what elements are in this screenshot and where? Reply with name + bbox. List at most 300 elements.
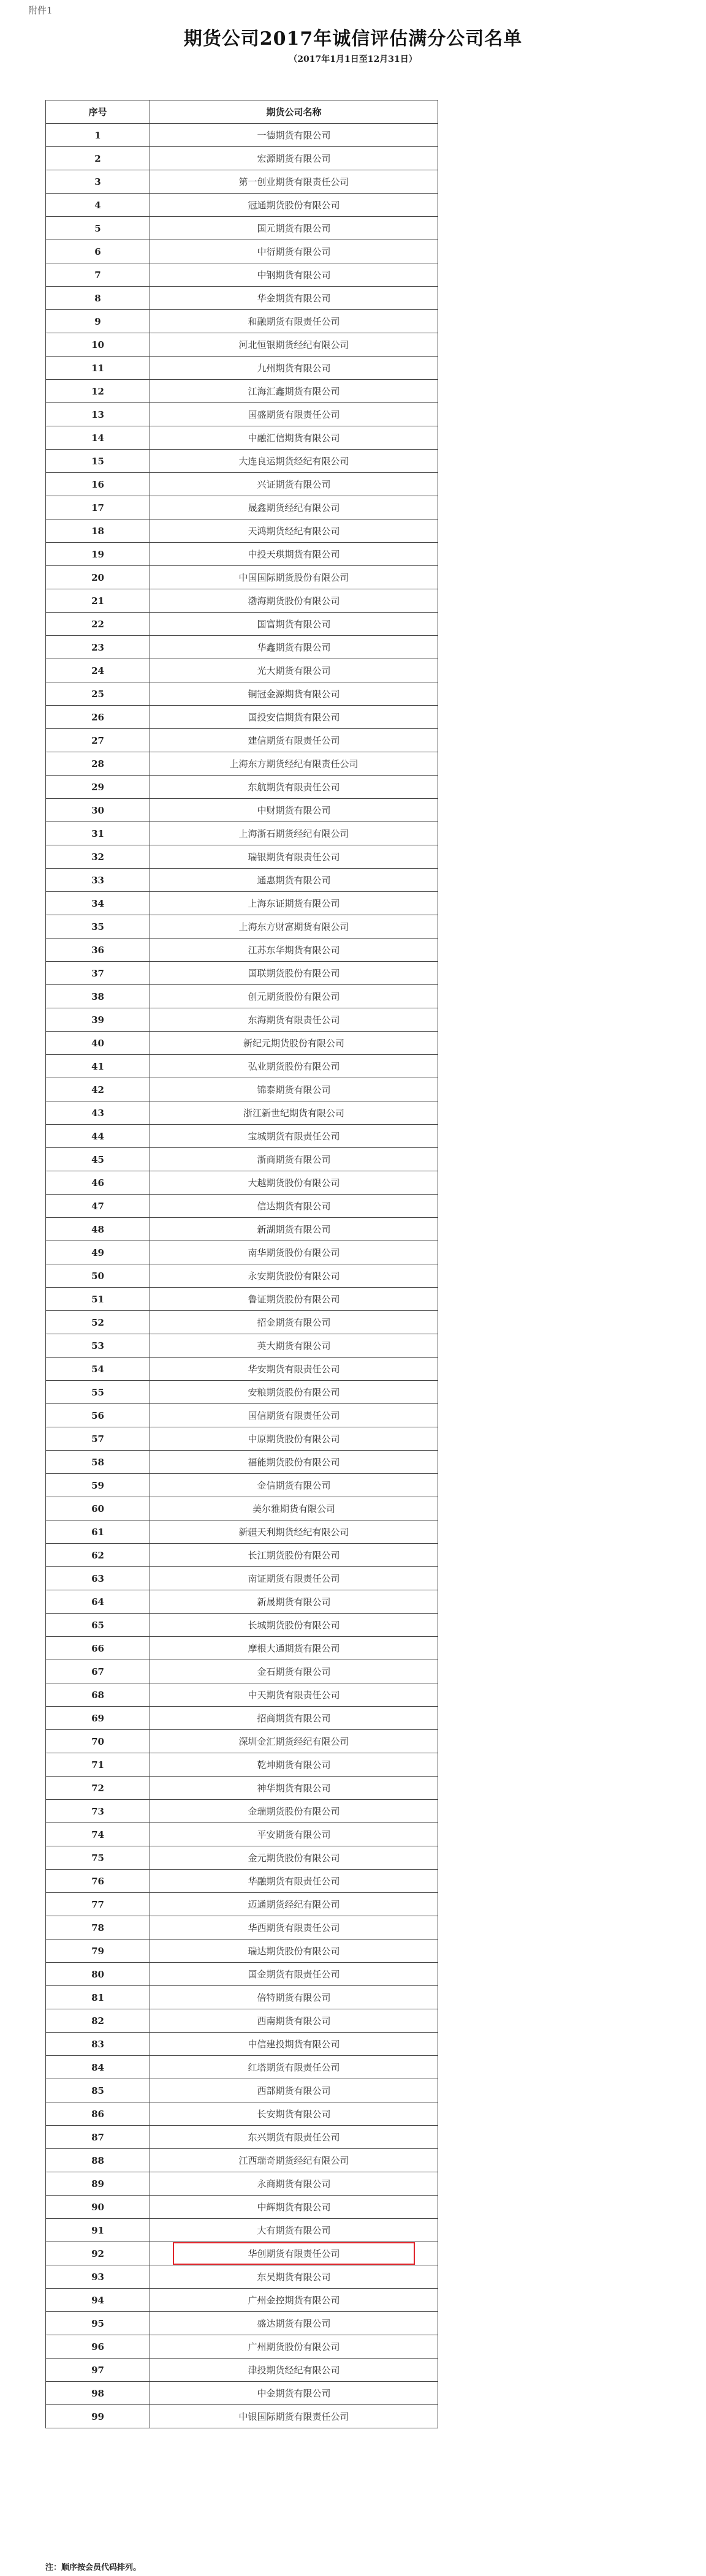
table-row xyxy=(46,2312,438,2335)
table-row xyxy=(46,2172,438,2196)
table-row xyxy=(46,2196,438,2219)
header-company-name: 期货公司名称 xyxy=(150,100,438,124)
table-row xyxy=(46,310,438,333)
row-company-name-cell xyxy=(150,1707,438,1730)
row-number: 50 xyxy=(46,1264,150,1288)
table-row xyxy=(46,1893,438,1916)
row-company-name-cell xyxy=(150,194,438,217)
row-number: 63 xyxy=(46,1567,150,1590)
row-number: 57 xyxy=(46,1427,150,1451)
company-name: 金信期货有限公司 xyxy=(257,1480,331,1491)
company-name: 中钢期货有限公司 xyxy=(257,270,331,281)
row-company-name-cell xyxy=(150,357,438,380)
row-company-name-cell xyxy=(150,1823,438,1846)
row-number: 31 xyxy=(46,822,150,845)
company-name: 华融期货有限责任公司 xyxy=(248,1876,340,1887)
company-name: 长城期货股份有限公司 xyxy=(248,1620,340,1631)
company-name: 锦泰期货有限公司 xyxy=(257,1084,331,1095)
table-header-row xyxy=(46,100,438,124)
company-name: 国富期货有限公司 xyxy=(257,619,331,630)
company-name: 大有期货有限公司 xyxy=(257,2225,331,2236)
table-row xyxy=(46,1451,438,1474)
row-number: 3 xyxy=(46,170,150,194)
company-name: 国盛期货有限责任公司 xyxy=(248,409,340,420)
row-number: 18 xyxy=(46,519,150,543)
company-name: 光大期货有限公司 xyxy=(257,665,331,676)
table-row xyxy=(46,1637,438,1660)
row-number: 23 xyxy=(46,636,150,659)
row-company-name-cell xyxy=(150,1940,438,1963)
row-number: 67 xyxy=(46,1660,150,1683)
row-company-name-cell xyxy=(150,1218,438,1241)
table-row xyxy=(46,1241,438,1264)
table-row xyxy=(46,1171,438,1195)
table-row xyxy=(46,473,438,496)
row-number: 2 xyxy=(46,147,150,170)
row-number: 72 xyxy=(46,1777,150,1800)
company-name: 中原期货股份有限公司 xyxy=(248,1433,340,1445)
row-company-name-cell xyxy=(150,1870,438,1893)
company-name: 福能期货股份有限公司 xyxy=(248,1457,340,1468)
company-name: 和融期货有限责任公司 xyxy=(248,316,340,327)
table-row xyxy=(46,357,438,380)
company-name: 晟鑫期货经纪有限公司 xyxy=(248,502,340,513)
company-name: 倍特期货有限公司 xyxy=(257,1992,331,2003)
row-number: 47 xyxy=(46,1195,150,1218)
row-company-name-cell xyxy=(150,1730,438,1753)
table-row xyxy=(46,1870,438,1893)
company-name: 摩根大通期货有限公司 xyxy=(248,1643,340,1654)
row-number: 85 xyxy=(46,2079,150,2102)
table-row xyxy=(46,1358,438,1381)
company-name: 江苏东华期货有限公司 xyxy=(248,945,340,956)
table-row xyxy=(46,706,438,729)
row-number: 91 xyxy=(46,2219,150,2242)
row-number: 55 xyxy=(46,1381,150,1404)
row-company-name-cell xyxy=(150,659,438,682)
table-row xyxy=(46,333,438,357)
row-company-name-cell xyxy=(150,1148,438,1171)
table-row xyxy=(46,2102,438,2126)
row-company-name-cell xyxy=(150,2172,438,2196)
row-company-name-cell xyxy=(150,1800,438,1823)
row-company-name-cell xyxy=(150,1264,438,1288)
row-number: 26 xyxy=(46,706,150,729)
row-number: 68 xyxy=(46,1683,150,1707)
company-name: 铜冠金源期货有限公司 xyxy=(248,689,340,700)
table-row xyxy=(46,1823,438,1846)
table-row xyxy=(46,450,438,473)
table-row xyxy=(46,1497,438,1520)
row-company-name-cell xyxy=(150,1916,438,1940)
row-number: 48 xyxy=(46,1218,150,1241)
company-name: 美尔雅期货有限公司 xyxy=(252,1503,335,1514)
header-number: 序号 xyxy=(46,100,150,124)
table-row xyxy=(46,1334,438,1358)
company-name: 南华期货股份有限公司 xyxy=(248,1247,340,1258)
row-company-name-cell xyxy=(150,1055,438,1078)
row-company-name-cell xyxy=(150,1311,438,1334)
table-row xyxy=(46,636,438,659)
row-number: 9 xyxy=(46,310,150,333)
row-company-name-cell xyxy=(150,1777,438,1800)
company-name: 江西瑞奇期货经纪有限公司 xyxy=(238,2155,349,2166)
row-number: 59 xyxy=(46,1474,150,1497)
row-company-name-cell xyxy=(150,1660,438,1683)
company-name: 新晟期货有限公司 xyxy=(257,1596,331,1607)
table-row xyxy=(46,1986,438,2009)
table-row xyxy=(46,613,438,636)
table-row xyxy=(46,939,438,962)
row-company-name-cell xyxy=(150,1963,438,1986)
company-name: 中辉期货有限公司 xyxy=(257,2202,331,2213)
row-company-name-cell xyxy=(150,1986,438,2009)
row-company-name-cell xyxy=(150,636,438,659)
company-name: 迈通期货经纪有限公司 xyxy=(248,1899,340,1910)
row-number: 56 xyxy=(46,1404,150,1427)
company-name: 深圳金汇期货经纪有限公司 xyxy=(238,1736,349,1747)
company-name: 建信期货有限责任公司 xyxy=(248,735,340,746)
company-name: 九州期货有限公司 xyxy=(257,363,331,374)
row-number: 86 xyxy=(46,2102,150,2126)
row-number: 82 xyxy=(46,2009,150,2033)
table-row xyxy=(46,263,438,287)
company-name: 一德期货有限公司 xyxy=(257,130,331,141)
row-number: 42 xyxy=(46,1078,150,1101)
footnote: 注：顺序按会员代码排列。 xyxy=(45,2563,142,2572)
table-row xyxy=(46,1544,438,1567)
table-row xyxy=(46,287,438,310)
row-number: 70 xyxy=(46,1730,150,1753)
table-row xyxy=(46,1264,438,1288)
company-name: 华鑫期货有限公司 xyxy=(257,642,331,653)
company-name: 乾坤期货有限公司 xyxy=(257,1759,331,1770)
row-number: 97 xyxy=(46,2359,150,2382)
table-row xyxy=(46,752,438,776)
table-row xyxy=(46,2265,438,2289)
company-name: 渤海期货股份有限公司 xyxy=(248,595,340,606)
company-name: 中金期货有限公司 xyxy=(257,2388,331,2399)
row-number: 61 xyxy=(46,1520,150,1544)
company-name: 中国国际期货股份有限公司 xyxy=(238,572,349,583)
table-row xyxy=(46,869,438,892)
row-number: 79 xyxy=(46,1940,150,1963)
page-title: 期货公司2017年诚信评估满分公司名单 xyxy=(183,28,523,50)
row-company-name-cell xyxy=(150,752,438,776)
row-company-name-cell xyxy=(150,1427,438,1451)
row-company-name-cell xyxy=(150,1125,438,1148)
row-number: 76 xyxy=(46,1870,150,1893)
table-row xyxy=(46,892,438,915)
company-name: 长江期货股份有限公司 xyxy=(248,1550,340,1561)
row-number: 19 xyxy=(46,543,150,566)
table-row xyxy=(46,1311,438,1334)
company-name: 天鸿期货经纪有限公司 xyxy=(248,526,340,537)
table-row xyxy=(46,985,438,1008)
row-company-name-cell xyxy=(150,1614,438,1637)
row-company-name-cell xyxy=(150,1195,438,1218)
row-number: 1 xyxy=(46,124,150,147)
table-row xyxy=(46,566,438,589)
company-name: 中信建投期货有限公司 xyxy=(248,2039,340,2050)
row-company-name-cell xyxy=(150,217,438,240)
row-company-name-cell xyxy=(150,2242,438,2265)
table-row xyxy=(46,1078,438,1101)
table-row xyxy=(46,589,438,613)
row-number: 38 xyxy=(46,985,150,1008)
row-company-name-cell xyxy=(150,473,438,496)
table-row xyxy=(46,1846,438,1870)
row-number: 66 xyxy=(46,1637,150,1660)
table-row xyxy=(46,1125,438,1148)
row-company-name-cell xyxy=(150,496,438,519)
company-name: 上海东方期货经纪有限责任公司 xyxy=(229,758,359,769)
company-name: 中天期货有限责任公司 xyxy=(248,1690,340,1701)
table-row xyxy=(46,1055,438,1078)
row-company-name-cell xyxy=(150,1101,438,1125)
row-company-name-cell xyxy=(150,939,438,962)
table-row xyxy=(46,2382,438,2405)
table-row xyxy=(46,1218,438,1241)
table-row xyxy=(46,170,438,194)
row-number: 24 xyxy=(46,659,150,682)
row-number: 35 xyxy=(46,915,150,939)
table-row xyxy=(46,1753,438,1777)
company-name: 大越期货股份有限公司 xyxy=(248,1177,340,1188)
company-name: 国元期货有限公司 xyxy=(257,223,331,234)
table-row xyxy=(46,519,438,543)
table-row xyxy=(46,1963,438,1986)
company-name: 华安期货有限责任公司 xyxy=(248,1364,340,1375)
row-number: 17 xyxy=(46,496,150,519)
row-number: 96 xyxy=(46,2335,150,2359)
row-company-name-cell xyxy=(150,2359,438,2382)
company-name: 东兴期货有限责任公司 xyxy=(248,2132,340,2143)
table-row xyxy=(46,1195,438,1218)
row-number: 41 xyxy=(46,1055,150,1078)
row-number: 45 xyxy=(46,1148,150,1171)
company-name: 通惠期货有限公司 xyxy=(257,875,331,886)
row-number: 51 xyxy=(46,1288,150,1311)
row-company-name-cell xyxy=(150,776,438,799)
row-company-name-cell xyxy=(150,1753,438,1777)
row-number: 89 xyxy=(46,2172,150,2196)
table-row xyxy=(46,2126,438,2149)
row-company-name-cell xyxy=(150,2382,438,2405)
row-number: 58 xyxy=(46,1451,150,1474)
company-name: 英大期货有限公司 xyxy=(257,1340,331,1351)
row-company-name-cell xyxy=(150,1078,438,1101)
row-company-name-cell xyxy=(150,2102,438,2126)
row-number: 20 xyxy=(46,566,150,589)
table-row xyxy=(46,1590,438,1614)
row-company-name-cell xyxy=(150,682,438,706)
table-row xyxy=(46,1707,438,1730)
page-subtitle: （2017年1月1日至12月31日） xyxy=(289,55,417,64)
row-number: 90 xyxy=(46,2196,150,2219)
row-company-name-cell xyxy=(150,147,438,170)
company-name: 鲁证期货股份有限公司 xyxy=(248,1294,340,1305)
row-company-name-cell xyxy=(150,869,438,892)
company-name: 华西期货有限责任公司 xyxy=(248,1922,340,1933)
row-company-name-cell xyxy=(150,1171,438,1195)
row-company-name-cell xyxy=(150,519,438,543)
row-company-name-cell xyxy=(150,380,438,403)
row-company-name-cell xyxy=(150,124,438,147)
company-name: 西部期货有限公司 xyxy=(257,2085,331,2096)
table-row xyxy=(46,1940,438,1963)
table-row xyxy=(46,147,438,170)
row-number: 54 xyxy=(46,1358,150,1381)
company-name: 信达期货有限公司 xyxy=(257,1201,331,1212)
row-number: 98 xyxy=(46,2382,150,2405)
row-number: 4 xyxy=(46,194,150,217)
company-name: 广州金控期货有限公司 xyxy=(248,2295,340,2306)
row-number: 92 xyxy=(46,2242,150,2265)
company-name: 金元期货股份有限公司 xyxy=(248,1853,340,1864)
company-name: 国信期货有限责任公司 xyxy=(248,1410,340,1421)
row-number: 34 xyxy=(46,892,150,915)
row-number: 80 xyxy=(46,1963,150,1986)
row-company-name-cell xyxy=(150,2219,438,2242)
row-company-name-cell xyxy=(150,1520,438,1544)
table-row xyxy=(46,1288,438,1311)
row-number: 25 xyxy=(46,682,150,706)
row-company-name-cell xyxy=(150,1404,438,1427)
company-name: 宝城期货有限责任公司 xyxy=(248,1131,340,1142)
row-company-name-cell xyxy=(150,287,438,310)
table-row xyxy=(46,962,438,985)
company-name: 上海浙石期货经纪有限公司 xyxy=(238,828,349,839)
row-company-name-cell xyxy=(150,1334,438,1358)
row-company-name-cell xyxy=(150,240,438,263)
row-company-name-cell xyxy=(150,892,438,915)
row-company-name-cell xyxy=(150,2289,438,2312)
company-name: 华金期货有限公司 xyxy=(257,293,331,304)
row-number: 81 xyxy=(46,1986,150,2009)
row-company-name-cell xyxy=(150,1008,438,1032)
table-row xyxy=(46,915,438,939)
company-name: 津投期货经纪有限公司 xyxy=(248,2365,340,2376)
row-company-name-cell xyxy=(150,2405,438,2428)
company-name: 永安期货股份有限公司 xyxy=(248,1271,340,1282)
row-number: 30 xyxy=(46,799,150,822)
company-name: 中财期货有限公司 xyxy=(257,805,331,816)
table-row xyxy=(46,240,438,263)
row-company-name-cell xyxy=(150,1358,438,1381)
company-name: 国投安信期货有限公司 xyxy=(248,712,340,723)
row-company-name-cell xyxy=(150,1032,438,1055)
table-row xyxy=(46,2359,438,2382)
row-company-name-cell xyxy=(150,1497,438,1520)
row-number: 11 xyxy=(46,357,150,380)
attachment-label: 附件1 xyxy=(28,5,53,16)
table-row xyxy=(46,1404,438,1427)
table-row xyxy=(46,2219,438,2242)
row-number: 65 xyxy=(46,1614,150,1637)
row-company-name-cell xyxy=(150,2079,438,2102)
table-row xyxy=(46,1730,438,1753)
company-name: 中融汇信期货有限公司 xyxy=(248,432,340,444)
row-company-name-cell xyxy=(150,1567,438,1590)
row-number: 40 xyxy=(46,1032,150,1055)
row-company-name-cell xyxy=(150,729,438,752)
row-number: 94 xyxy=(46,2289,150,2312)
company-name: 河北恒银期货经纪有限公司 xyxy=(238,339,349,350)
company-name: 招商期货有限公司 xyxy=(257,1713,331,1724)
row-number: 73 xyxy=(46,1800,150,1823)
row-number: 84 xyxy=(46,2056,150,2079)
row-company-name-cell xyxy=(150,426,438,450)
table-row xyxy=(46,380,438,403)
company-name: 中衍期货有限公司 xyxy=(257,246,331,257)
row-company-name-cell xyxy=(150,2149,438,2172)
company-name: 新纪元期货股份有限公司 xyxy=(243,1038,344,1049)
row-number: 69 xyxy=(46,1707,150,1730)
row-number: 5 xyxy=(46,217,150,240)
company-name: 瑞达期货股份有限公司 xyxy=(248,1946,340,1957)
company-name: 冠通期货股份有限公司 xyxy=(248,200,340,211)
company-name: 弘业期货股份有限公司 xyxy=(248,1061,340,1072)
row-company-name-cell xyxy=(150,2265,438,2289)
company-name: 东海期货有限责任公司 xyxy=(248,1014,340,1025)
row-company-name-cell xyxy=(150,845,438,869)
table-row xyxy=(46,1660,438,1683)
company-name: 新疆天利期货经纪有限公司 xyxy=(238,1527,349,1538)
row-number: 46 xyxy=(46,1171,150,1195)
table-row xyxy=(46,2242,438,2265)
row-company-name-cell xyxy=(150,1288,438,1311)
row-number: 28 xyxy=(46,752,150,776)
table-row xyxy=(46,2335,438,2359)
table-row xyxy=(46,543,438,566)
table-row xyxy=(46,729,438,752)
company-name: 广州期货股份有限公司 xyxy=(248,2341,340,2352)
table-row xyxy=(46,1520,438,1544)
row-company-name-cell xyxy=(150,706,438,729)
company-name: 东航期货有限责任公司 xyxy=(248,782,340,793)
row-company-name-cell xyxy=(150,1381,438,1404)
row-number: 36 xyxy=(46,939,150,962)
company-name: 创元期货股份有限公司 xyxy=(248,991,340,1002)
table-row xyxy=(46,659,438,682)
row-number: 13 xyxy=(46,403,150,426)
company-name: 永商期货有限公司 xyxy=(257,2178,331,2189)
row-number: 83 xyxy=(46,2033,150,2056)
company-list-table xyxy=(45,100,438,2428)
company-name: 金瑞期货股份有限公司 xyxy=(248,1806,340,1817)
row-company-name-cell xyxy=(150,1474,438,1497)
row-number: 99 xyxy=(46,2405,150,2428)
row-number: 75 xyxy=(46,1846,150,1870)
row-number: 8 xyxy=(46,287,150,310)
table-row xyxy=(46,426,438,450)
row-number: 27 xyxy=(46,729,150,752)
row-company-name-cell xyxy=(150,1637,438,1660)
company-name: 南证期货有限责任公司 xyxy=(248,1573,340,1584)
row-number: 87 xyxy=(46,2126,150,2149)
company-name: 大连良运期货经纪有限公司 xyxy=(238,456,349,467)
row-number: 22 xyxy=(46,613,150,636)
table-row xyxy=(46,776,438,799)
row-company-name-cell xyxy=(150,962,438,985)
row-company-name-cell xyxy=(150,1893,438,1916)
row-company-name-cell xyxy=(150,799,438,822)
table-row xyxy=(46,194,438,217)
row-number: 44 xyxy=(46,1125,150,1148)
row-company-name-cell xyxy=(150,2126,438,2149)
row-company-name-cell xyxy=(150,2312,438,2335)
